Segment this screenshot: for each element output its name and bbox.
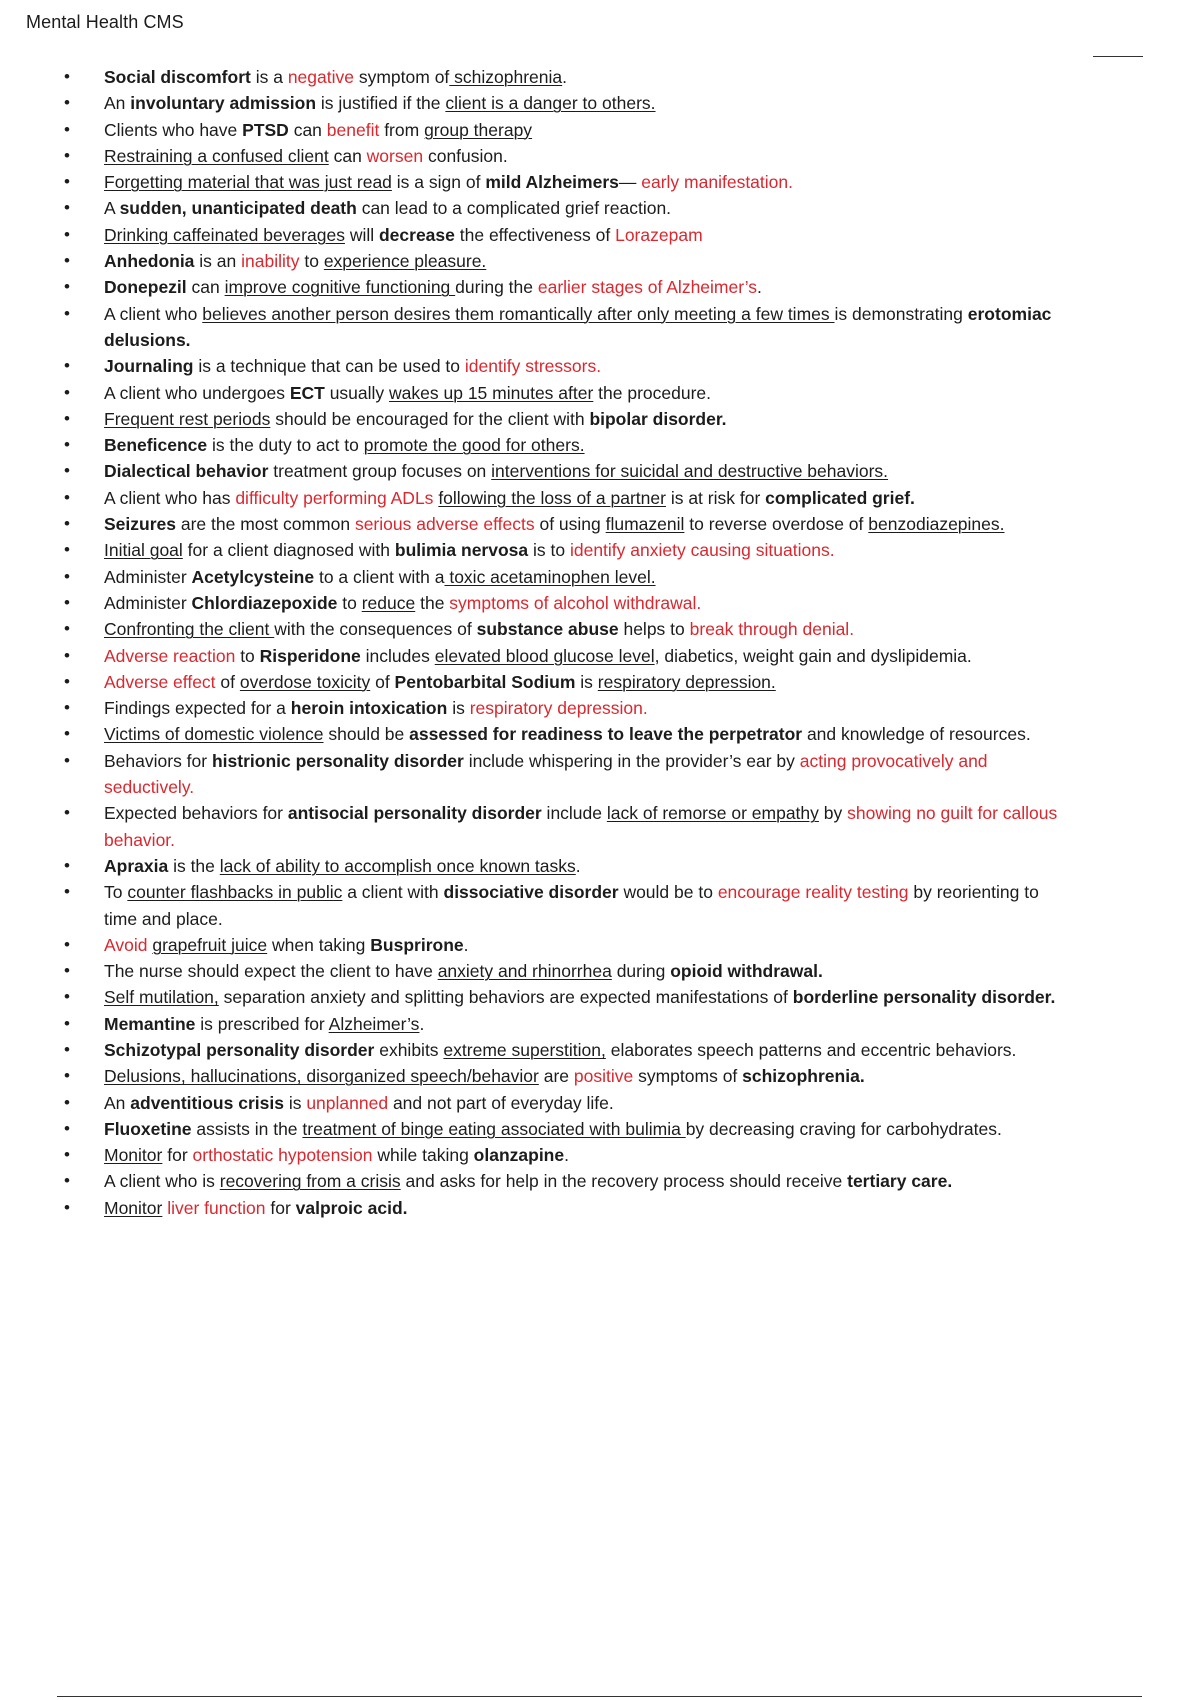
note-text-segment: usually (324, 382, 390, 403)
note-text-segment: Delusions, hallucinations, disorganized speech/behavior (104, 1066, 539, 1087)
note-text-segment: is at risk for (665, 487, 766, 508)
note-text-segment: bipolar disorder. (589, 408, 727, 429)
bullet-icon: • (64, 566, 70, 586)
note-item (62, 879, 1062, 932)
bullet-icon: • (64, 198, 70, 218)
note-text-segment: adventitious crisis (130, 1092, 284, 1113)
note-text-segment: Donepezil (104, 277, 187, 298)
bullet-icon: • (64, 1118, 70, 1138)
note-text-segment: experience pleasure. (323, 251, 487, 272)
note-item (62, 485, 1062, 511)
note-text-segment: Victims of domestic violence (104, 724, 324, 745)
note-text-segment: . (419, 1013, 425, 1034)
note-text-segment: during (611, 961, 671, 982)
note-text-segment: tertiary care. (847, 1171, 953, 1192)
note-text-segment: is demonstrating (834, 303, 968, 324)
note-item (62, 406, 1062, 432)
note-text-segment: Busprirone (370, 934, 464, 955)
note-item (62, 643, 1062, 669)
note-text-segment: is (447, 698, 470, 719)
note-text-segment: schizophrenia (449, 67, 563, 87)
note-text-segment: of using (534, 514, 606, 535)
bullet-icon: • (64, 961, 70, 981)
note-text-segment: promote the good for others. (363, 435, 585, 456)
note-item (62, 1116, 1062, 1142)
note-text-segment: is a sign of (391, 172, 486, 193)
note-text-segment: identify stressors. (464, 356, 602, 377)
note-text-segment: overdose toxicity (239, 671, 371, 692)
note-text-segment: exhibits (374, 1039, 444, 1060)
note-text-segment: showing no guilt for callous behavior. (104, 803, 1058, 850)
bullet-icon: • (64, 1145, 70, 1165)
note-text-segment: is prescribed for (195, 1013, 329, 1034)
note-text-segment: dissociative disorder (443, 882, 619, 903)
bullet-icon: • (64, 1092, 70, 1112)
bullet-icon: • (64, 1171, 70, 1191)
bullet-icon: • (64, 145, 70, 165)
bullet-icon: • (64, 592, 70, 612)
note-item (62, 1195, 1062, 1221)
note-item (62, 458, 1062, 484)
note-text-segment: Avoid (104, 934, 148, 955)
note-text-segment: . (463, 934, 469, 955)
note-text-segment: is to (528, 540, 570, 561)
note-text-segment: for a client diagnosed with (182, 540, 395, 561)
note-text-segment: grapefruit juice (152, 934, 268, 955)
note-item (62, 301, 1062, 354)
note-text-segment: and asks for help in the recovery process should receive (400, 1171, 848, 1192)
bullet-icon: • (64, 303, 70, 323)
note-text-segment: lack of remorse or empathy (606, 803, 819, 824)
note-item (62, 616, 1062, 642)
note-text-segment: while taking (372, 1145, 474, 1166)
note-text-segment: Lorazepam (615, 224, 703, 245)
note-item (62, 195, 1062, 221)
note-text-segment: is the (168, 855, 220, 876)
note-text-segment: of (370, 671, 395, 692)
note-item (62, 984, 1062, 1010)
note-item (62, 1168, 1062, 1194)
note-text-segment: are the most common (175, 514, 355, 535)
bullet-icon: • (64, 461, 70, 481)
note-text-segment: is (283, 1092, 307, 1113)
note-text-segment: of (215, 671, 240, 692)
note-text-segment: Fluoxetine (104, 1118, 192, 1139)
note-text-segment: Schizotypal personality disorder (104, 1039, 375, 1060)
note-text-segment: serious adverse effects (354, 514, 535, 535)
note-text-segment: toxic acetaminophen level. (444, 566, 656, 587)
note-text-segment: benefit (326, 119, 380, 140)
note-item (62, 721, 1062, 747)
bullet-icon: • (64, 382, 70, 402)
note-text-segment: . (562, 67, 568, 87)
note-text-segment: to (299, 251, 324, 272)
note-text-segment: Forgetting material that was just read (104, 172, 392, 193)
note-text-segment: Memantine (104, 1013, 196, 1034)
note-text-segment: anxiety and rhinorrhea (437, 961, 612, 982)
bullet-icon: • (64, 1013, 70, 1033)
note-text-segment: — (618, 172, 642, 193)
note-text-segment: separation anxiety and splitting behaviors are expected manifestations of (218, 987, 793, 1008)
note-text-segment: Monitor (104, 1197, 163, 1218)
bullet-icon: • (64, 251, 70, 271)
note-text-segment: sudden, unanticipated death (119, 198, 357, 219)
note-item (62, 64, 1062, 90)
note-item (62, 248, 1062, 274)
note-text-segment: following the loss of a partner (438, 487, 666, 508)
note-text-segment: Pentobarbital Sodium (394, 671, 576, 692)
note-text-segment: Adverse effect (104, 671, 216, 692)
bullet-icon: • (64, 487, 70, 507)
note-text-segment: positive (573, 1066, 634, 1087)
note-text-segment: recovering from a crisis (219, 1171, 401, 1192)
note-text-segment: and not part of everyday life. (388, 1092, 614, 1113)
note-text-segment: is (575, 671, 598, 692)
note-item (62, 800, 1062, 853)
bullet-icon: • (64, 855, 70, 875)
note-text-segment: lack of ability to accomplish once known tasks (219, 855, 576, 876)
note-text-segment: should be (323, 724, 410, 745)
note-item (62, 1090, 1062, 1116)
bullet-icon: • (64, 987, 70, 1007)
note-text-segment: Expected behaviors for (104, 803, 288, 824)
note-text-segment: Restraining a confused client (104, 145, 329, 166)
bullet-icon: • (64, 619, 70, 639)
note-text-segment: difficulty performing ADLs (235, 487, 434, 508)
note-text-segment: interventions for suicidal and destructive behaviors. (491, 461, 889, 482)
note-text-segment: can (186, 277, 225, 298)
note-text-segment: The nurse should expect the client to have (104, 961, 438, 982)
note-text-segment: negative (287, 67, 354, 87)
note-text-segment: Confronting the client (104, 619, 275, 640)
note-text-segment: . (575, 855, 581, 876)
note-text-segment: decrease (378, 224, 455, 245)
note-text-segment: Behaviors for (104, 750, 212, 771)
note-text-segment: treatment group focuses on (268, 461, 492, 482)
note-text-segment: A client who (104, 303, 203, 324)
note-text-segment: assessed for readiness to leave the perpetrator (409, 724, 803, 745)
note-text-segment: bulimia nervosa (394, 540, 529, 561)
note-text-segment: is an (194, 251, 242, 272)
note-text-segment: benzodiazepines. (868, 514, 1005, 535)
note-text-segment: liver function (167, 1197, 266, 1218)
bullet-icon: • (64, 540, 70, 560)
note-text-segment: to reverse overdose of (684, 514, 869, 535)
bullet-icon: • (64, 698, 70, 718)
bullet-icon: • (64, 882, 70, 902)
note-text-segment: Frequent rest periods (104, 408, 271, 429)
note-item (62, 432, 1062, 458)
note-text-segment: reduce (361, 592, 416, 613)
note-text-segment: to (337, 592, 362, 613)
note-item (62, 958, 1062, 984)
note-item (62, 353, 1062, 379)
note-text-segment: during the (455, 277, 538, 298)
note-text-segment: respiratory depression. (597, 671, 776, 692)
note-text-segment: involuntary admission (130, 93, 317, 114)
note-text-segment: Administer (104, 592, 192, 613)
note-text-segment: Self mutilation, (104, 987, 219, 1008)
note-text-segment: should be encouraged for the client with (270, 408, 590, 429)
note-text-segment: olanzapine (473, 1145, 565, 1166)
note-text-segment: are (538, 1066, 574, 1087)
note-text-segment: worsen (366, 145, 424, 166)
note-text-segment: improve cognitive functioning (224, 277, 456, 298)
bullet-icon: • (64, 803, 70, 823)
note-item (62, 537, 1062, 563)
note-text-segment: Alzheimer’s (328, 1013, 420, 1034)
note-text-segment: can (288, 119, 327, 140)
note-text-segment: client is a danger to others. (445, 93, 656, 114)
note-text-segment: schizophrenia. (742, 1066, 865, 1087)
page-title: Mental Health CMS (26, 12, 184, 32)
note-text-segment: and knowledge of resources. (802, 724, 1031, 745)
note-text-segment: Journaling (104, 356, 194, 377)
note-text-segment: substance abuse (476, 619, 619, 640)
note-item (62, 1011, 1062, 1037)
note-text-segment: by reorienting to time and place. (104, 882, 1039, 929)
note-item (62, 590, 1062, 616)
note-text-segment: Administer (104, 566, 192, 587)
note-text-segment: extreme superstition, (443, 1039, 606, 1060)
note-text-segment: include whispering in the provider’s ear by (463, 750, 800, 771)
note-text-segment: Chlordiazepoxide (191, 592, 338, 613)
bullet-icon: • (64, 435, 70, 455)
note-text-segment: break through denial. (689, 619, 855, 640)
note-text-segment: Beneficence (104, 435, 208, 456)
note-item (62, 143, 1062, 169)
note-text-segment: Apraxia (104, 855, 169, 876)
footer-rule (57, 1696, 1142, 1697)
note-text-segment: antisocial personality disorder (287, 803, 542, 824)
note-text-segment: Seizures (104, 514, 176, 535)
note-text-segment: borderline personality disorder. (792, 987, 1056, 1008)
note-item (62, 222, 1062, 248)
note-text-segment: inability (241, 251, 300, 272)
note-text-segment: treatment of binge eating associated with bulimia (302, 1118, 686, 1139)
note-text-segment: includes (360, 645, 435, 666)
note-text-segment: early manifestation. (641, 172, 793, 193)
note-text-segment: is a (250, 67, 288, 87)
note-text-segment: Initial goal (104, 540, 183, 561)
note-text-segment: Clients who have (104, 119, 243, 140)
note-text-segment: counter flashbacks in public (127, 882, 343, 903)
note-text-segment: symptom of (353, 67, 450, 87)
note-text-segment: elaborates speech patterns and eccentric behaviors. (605, 1039, 1017, 1060)
note-text-segment: is the duty to act to (207, 435, 364, 456)
note-text-segment: A client who is (104, 1171, 220, 1192)
note-text-segment: PTSD (242, 119, 289, 140)
note-text-segment: assists in the (191, 1118, 303, 1139)
bullet-icon: • (64, 172, 70, 192)
note-text-segment: symptoms of (633, 1066, 743, 1087)
note-text-segment: complicated grief. (765, 487, 915, 508)
note-text-segment: Social discomfort (104, 67, 251, 87)
note-text-segment: the (415, 592, 450, 613)
note-text-segment: include (541, 803, 607, 824)
note-text-segment: respiratory depression. (469, 698, 648, 719)
note-item (62, 90, 1062, 116)
note-text-segment: ECT (289, 382, 325, 403)
note-text-segment: Risperidone (259, 645, 361, 666)
note-text-segment: Monitor (104, 1145, 163, 1166)
note-text-segment: helps to (618, 619, 690, 640)
note-item (62, 117, 1062, 143)
note-text-segment: Adverse reaction (104, 645, 236, 666)
note-text-segment: erotomiac delusions. (104, 303, 1052, 350)
note-text-segment: group therapy (424, 119, 533, 140)
note-text-segment: would be to (618, 882, 718, 903)
note-text-segment: to (235, 645, 260, 666)
note-text-segment: believes another person desires them romantically after only meeting a few times (202, 303, 835, 324)
note-text-segment: . (564, 1145, 569, 1166)
note-text-segment: is justified if the (316, 93, 446, 114)
note-text-segment: histrionic personality disorder (211, 750, 464, 771)
note-text-segment: , diabetics, weight gain and dyslipidemia. (654, 645, 972, 666)
bullet-icon: • (64, 645, 70, 665)
note-text-segment: valproic acid. (295, 1197, 408, 1218)
bullet-icon: • (64, 1066, 70, 1086)
note-text-segment: wakes up 15 minutes after (389, 382, 594, 403)
note-text-segment: confusion. (423, 145, 508, 166)
note-text-segment: An (104, 93, 131, 114)
note-text-segment: heroin intoxication (290, 698, 448, 719)
note-text-segment: encourage reality testing (717, 882, 909, 903)
note-text-segment: acting provocatively and seductively. (104, 750, 988, 798)
bullet-icon: • (64, 934, 70, 954)
note-text-segment: To (104, 882, 128, 903)
note-item (62, 564, 1062, 590)
note-text-segment: can lead to a complicated grief reaction. (356, 198, 672, 219)
note-text-segment: Anhedonia (104, 251, 195, 272)
bullet-icon: • (64, 277, 70, 297)
bullet-icon: • (64, 1039, 70, 1059)
note-text-segment: earlier stages of Alzheimer’s (537, 277, 758, 298)
bullet-icon: • (64, 1197, 70, 1217)
note-text-segment: by (818, 803, 848, 824)
note-item (62, 1037, 1062, 1063)
note-item (62, 932, 1062, 958)
note-text-segment: elevated blood glucose level (434, 645, 655, 666)
bullet-icon: • (64, 514, 70, 534)
note-text-segment: A client who has (104, 487, 236, 508)
note-text-segment: Dialectical behavior (104, 461, 269, 482)
note-text-segment: by decreasing craving for carbohydrates. (685, 1118, 1002, 1139)
note-text-segment: is a technique that can be used to (193, 356, 465, 377)
note-item (62, 380, 1062, 406)
note-item (62, 1063, 1062, 1089)
note-text-segment: A client who undergoes (104, 382, 290, 403)
note-text-segment: An (104, 1092, 131, 1113)
bullet-icon: • (64, 356, 70, 376)
note-text-segment: orthostatic hypotension (192, 1145, 373, 1166)
bullet-icon: • (64, 750, 70, 770)
note-item (62, 274, 1062, 300)
note-text-segment: opioid withdrawal. (670, 961, 823, 982)
note-item (62, 511, 1062, 537)
note-text-segment: will (344, 224, 379, 245)
note-text-segment: symptoms of alcohol withdrawal. (449, 592, 702, 613)
note-text-segment: from (379, 119, 425, 140)
bullet-icon: • (64, 67, 70, 86)
bullet-icon: • (64, 224, 70, 244)
note-item (62, 695, 1062, 721)
note-item (62, 853, 1062, 879)
note-text-segment: can (328, 145, 367, 166)
note-text-segment: a client with (342, 882, 444, 903)
note-text-segment: the effectiveness of (454, 224, 616, 245)
note-item (62, 169, 1062, 195)
note-item (62, 1142, 1062, 1168)
note-text-segment: to a client with a (314, 566, 445, 587)
note-text-segment: . (757, 277, 762, 298)
bullet-icon: • (64, 724, 70, 744)
note-text-segment: the procedure. (593, 382, 712, 403)
bullet-icon: • (64, 671, 70, 691)
note-text-segment: flumazenil (605, 514, 685, 535)
note-text-segment: with the consequences of (274, 619, 477, 640)
note-text-segment: mild Alzheimers (485, 172, 619, 193)
bullet-icon: • (64, 93, 70, 113)
note-text-segment: A (104, 198, 120, 219)
note-text-segment: Drinking caffeinated beverages (104, 224, 345, 245)
note-item (62, 669, 1062, 695)
note-text-segment: Acetylcysteine (191, 566, 315, 587)
note-text-segment: when taking (267, 934, 371, 955)
bullet-icon: • (64, 408, 70, 428)
header-rule (1093, 56, 1143, 57)
note-text-segment: Findings expected for a (104, 698, 291, 719)
bullet-icon: • (64, 119, 70, 139)
note-text-segment: identify anxiety causing situations. (569, 540, 835, 561)
note-text-segment: unplanned (306, 1092, 389, 1113)
notes-list (62, 64, 1062, 1221)
note-text-segment: for (265, 1197, 296, 1218)
note-item (62, 748, 1062, 801)
note-text-segment: for (162, 1145, 193, 1166)
